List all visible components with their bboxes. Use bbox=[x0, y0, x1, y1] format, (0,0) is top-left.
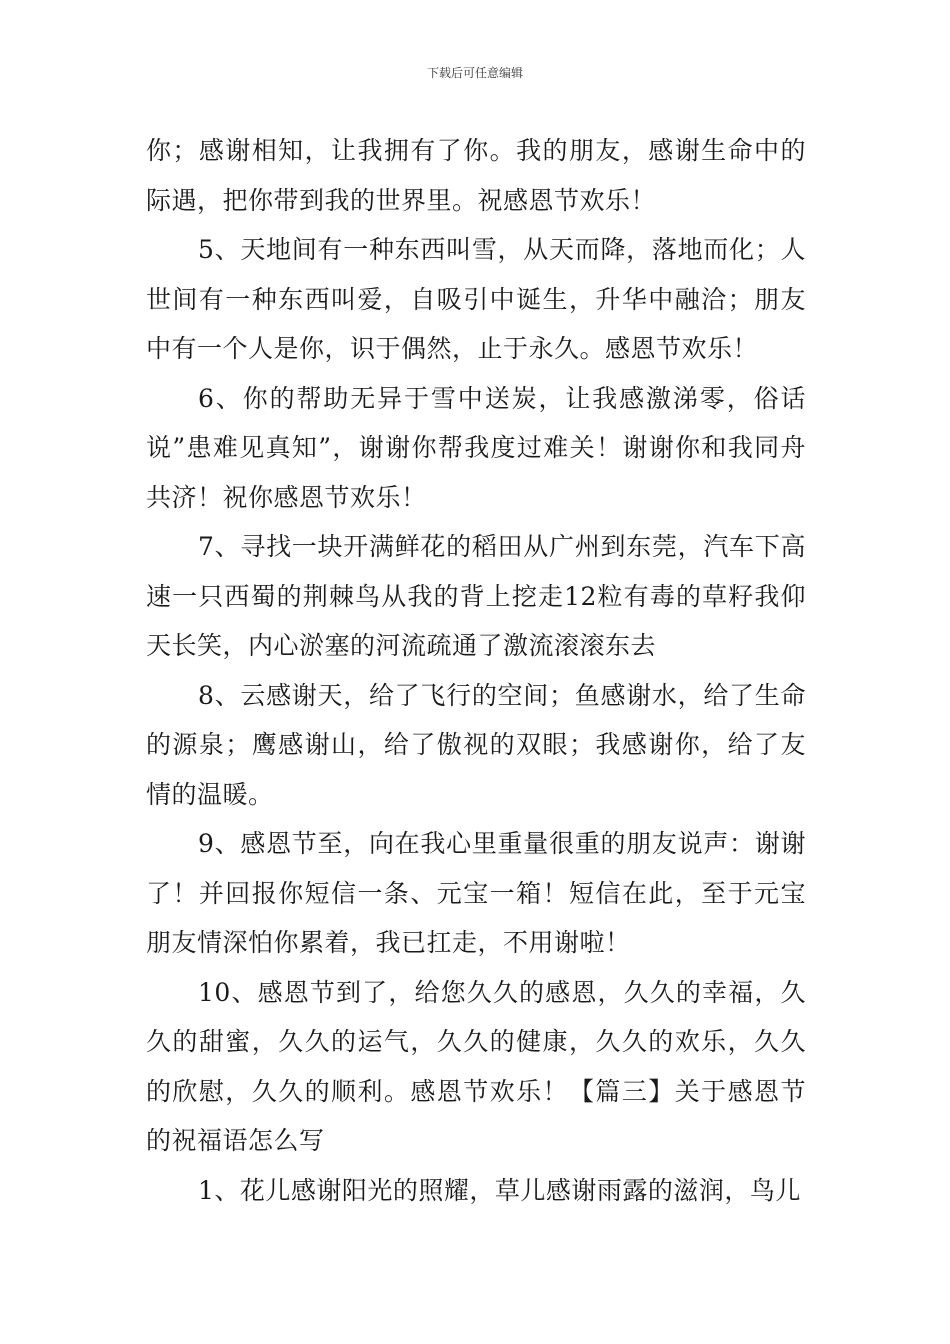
paragraph-item-9: 9、感恩节至，向在我心里重量很重的朋友说声：谢谢了！并回报你短信一条、元宝一箱！短信在此，至于元宝朋友情深怕你累着，我已扛走，不用谢啦！ bbox=[146, 829, 806, 957]
page-header-note: 下载后可任意编辑 bbox=[426, 66, 523, 80]
paragraph-item-1: 1、花儿感谢阳光的照耀，草儿感谢雨露的滋润，鸟儿 bbox=[198, 1175, 801, 1205]
document-body bbox=[146, 126, 806, 1215]
paragraph-continuation: 你；感谢相知，让我拥有了你。我的朋友，感谢生命中的际遇，把你带到我的世界里。祝感恩节欢乐！ bbox=[146, 136, 806, 215]
paragraph-item-5: 5、天地间有一种东西叫雪，从天而降，落地而化；人世间有一种东西叫爱，自吸引中诞生，升华中融洽；朋友中有一个人是你，识于偶然，止于永久。感恩节欢乐！ bbox=[146, 235, 806, 363]
paragraph-item-8: 8、云感谢天，给了飞行的空间；鱼感谢水，给了生命的源泉；鹰感谢山，给了傲视的双眼；我感谢你，给了友情的温暖。 bbox=[146, 680, 806, 809]
paragraph-item-10: 10、感恩节到了，给您久久的感恩，久久的幸福，久久的甜蜜，久久的运气，久久的健康，久久的欢乐，久久的欣慰，久久的顺利。感恩节欢乐！【篇三】关于感恩节的祝福语怎么写 bbox=[146, 977, 806, 1155]
paragraph-item-6: 6、你的帮助无异于雪中送炭，让我感激涕零，俗话说”患难见真知”，谢谢你帮我度过难关！谢谢你和我同舟共济！祝你感恩节欢乐！ bbox=[146, 383, 806, 512]
paragraph-item-7: 7、寻找一块开满鲜花的稻田从广州到东莞，汽车下高速一只西蜀的荆棘鸟从我的背上挖走12粒有毒的草籽我仰天长笑，内心淤塞的河流疏通了激流滚滚东去 bbox=[146, 532, 806, 660]
